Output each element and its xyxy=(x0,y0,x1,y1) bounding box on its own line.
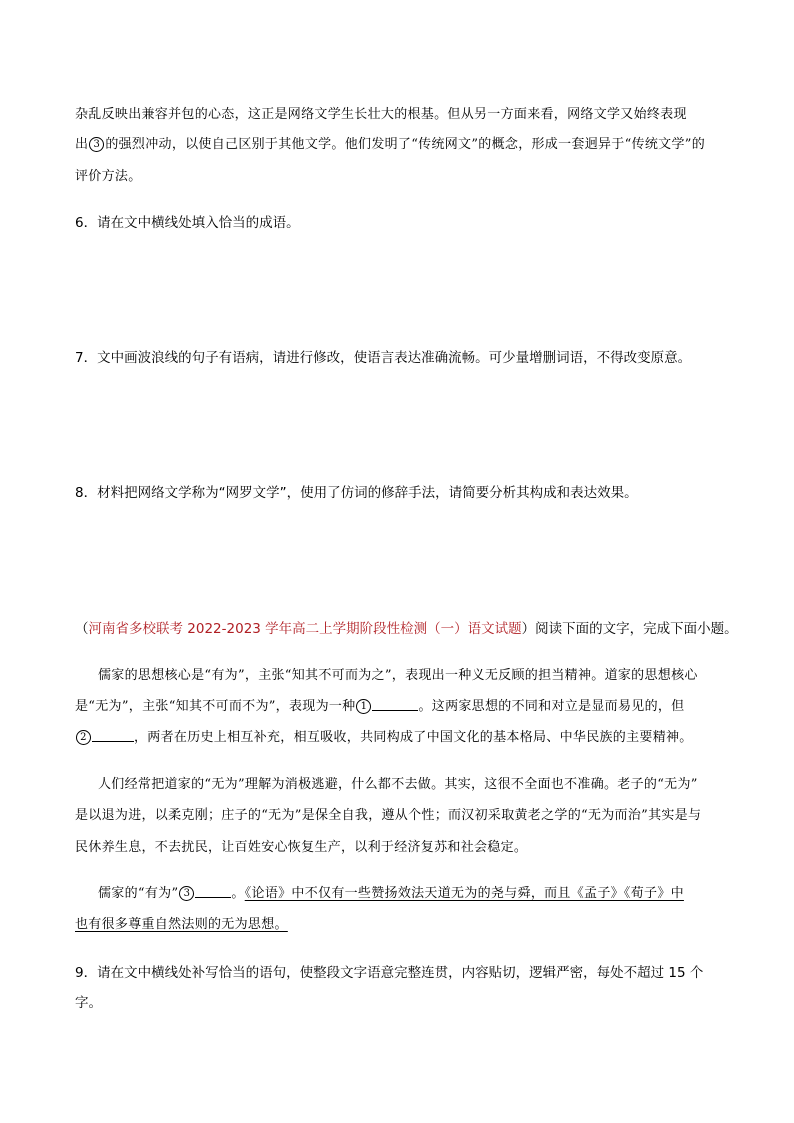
p1-line-3-rest: ，两者在历史上相互补充，相互吸收，共同构成了中国文化的基本格局、中华民族的主要精神。 xyxy=(134,730,693,745)
question-9-line-2: 字。 xyxy=(75,995,102,1011)
p3-line-1 xyxy=(98,882,684,901)
source-label: 河南省多校联考 2022-2023 学年高二上学期阶段性检测（一）语文试题 xyxy=(88,621,522,637)
blank-number-3: 3 xyxy=(89,137,104,152)
passage-1-line-2-start: 出 xyxy=(75,137,89,152)
passage-1-line-2-rest: 的强烈冲动，以使自己区别于其他文学。他们发明了“传统网文”的概念，形成一套迥异于“传统文学”的 xyxy=(105,137,705,152)
question-9-line-1: 9．请在文中横线处补写恰当的语句，使整段文字语意完整连贯，内容贴切，逻辑严密，每处不超过 15 个 xyxy=(75,965,704,981)
blank-number-2: 2 xyxy=(76,730,91,745)
source-instruction: 阅读下面的文字，完成下面小题。 xyxy=(535,621,738,637)
p2-line-2: 是以退为进，以柔克刚；庄子的“无为”是保全自我，遵从个性；而汉初采取黄老之学的“无为而治”其实是与 xyxy=(75,808,702,823)
p1-line-3 xyxy=(75,726,693,745)
passage-1-line-1: 杂乱反映出兼容并包的心态，这正是网络文学生长壮大的根基。但从另一方面来看，网络文学又始终表现 xyxy=(75,107,687,122)
blank-2 xyxy=(92,729,134,742)
p1-line-1: 儒家的思想核心是“有为”，主张“知其不可而为之”，表现出一种义无反顾的担当精神。道家的思想核心 xyxy=(98,668,698,683)
p3-line-1-start: 儒家的“有为” xyxy=(98,886,179,901)
p3-line-1-period: 。 xyxy=(231,886,245,901)
blank-1 xyxy=(372,698,418,711)
p1-line-2 xyxy=(75,695,685,714)
source-open: （ xyxy=(75,621,89,637)
p1-line-2-end: 。这两家思想的不同和对立是显而易见的，但 xyxy=(418,699,685,714)
source-close: ） xyxy=(521,621,536,637)
question-7: 7．文中画波浪线的句子有语病，请进行修改，使语言表达准确流畅。可少量增删词语，不得改变原意。 xyxy=(75,350,692,366)
p2-line-3: 民休养生息，不去扰民，让百姓安心恢复生产，以利于经济复苏和社会稳定。 xyxy=(75,840,528,855)
p3-line-2 xyxy=(75,913,288,932)
question-6: 6．请在文中横线处填入恰当的成语。 xyxy=(75,215,300,231)
question-8: 8．材料把网络文学称为“网罗文学”，使用了仿词的修辞手法，请简要分析其构成和表达效果。 xyxy=(75,485,638,501)
blank-3 xyxy=(195,885,231,898)
blank-number-3: 3 xyxy=(179,886,194,901)
wavy-sentence-part-2: 也有很多尊重自然法则的无为思想。 xyxy=(75,917,288,932)
blank-number-1: 1 xyxy=(356,699,371,714)
passage-1-line-3: 评价方法。 xyxy=(75,169,142,184)
p2-line-1: 人们经常把道家的“无为”理解为消极逃避，什么都不去做。其实，这很不全面也不准确。老子的“无为” xyxy=(98,777,698,792)
source-line xyxy=(75,617,738,637)
p1-line-2-start: 是“无为”，主张“知其不可而不为”，表现为一种 xyxy=(75,699,356,714)
wavy-sentence-part-1: 《论语》中不仅有一些赞扬效法天道无为的尧与舜，而且《孟子》《荀子》中 xyxy=(244,886,684,901)
passage-1-line-2 xyxy=(75,133,705,152)
